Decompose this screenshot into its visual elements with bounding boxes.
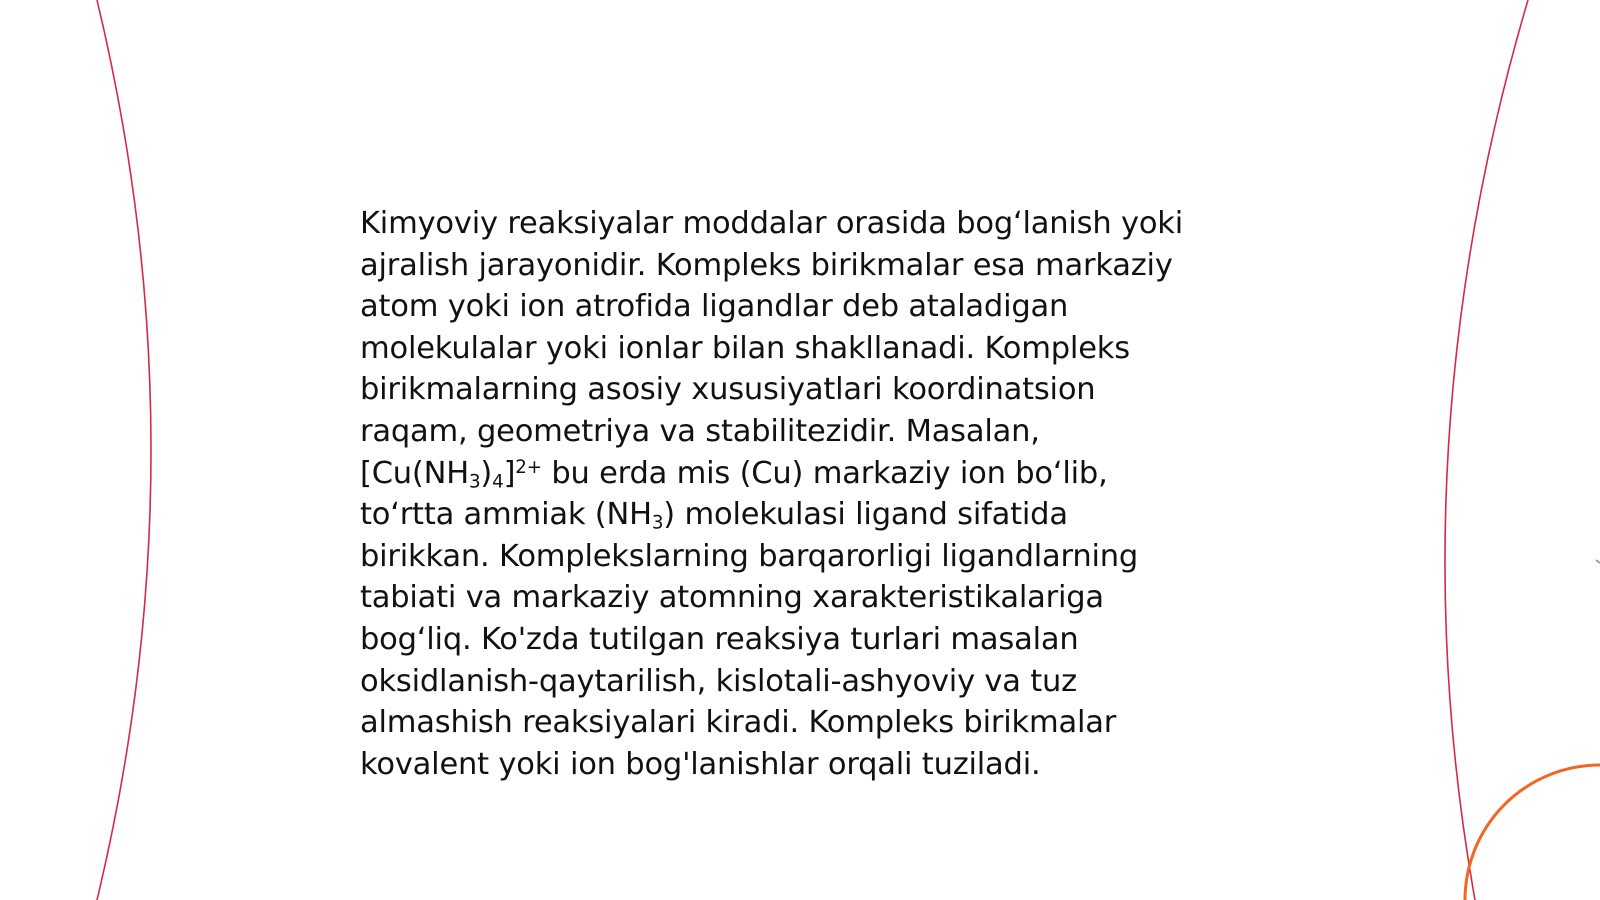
subscript-3: 3 [651, 512, 664, 534]
text-line: tabiati va markaziy atomning xarakteristikalariga [360, 580, 1104, 616]
ammonia-after: ) molekulasi ligand sifatida [663, 497, 1068, 533]
text-line-ammonia [360, 494, 1260, 536]
corner-arc-decoration [1465, 765, 1600, 900]
text-line: birikmalarning asosiy xususiyatlari koordinatsion [360, 372, 1096, 408]
ammonia-before: to‘rtta ammiak (NH [360, 497, 652, 533]
formula-bracket: ] [503, 455, 516, 491]
formula-paren: ) [480, 455, 493, 491]
charge-superscript: 2+ [515, 456, 542, 478]
left-curve-decoration [97, 0, 151, 900]
formula-rest: bu erda mis (Cu) markaziy ion bo‘lib, [541, 455, 1108, 491]
text-line: kovalent yoki ion bog'lanishlar orqali tuziladi. [360, 746, 1041, 782]
text-line: bog‘liq. Ko'zda tutilgan reaksiya turlari masalan [360, 621, 1079, 657]
text-line: ajralish jarayonidir. Kompleks birikmalar esa markaziy [360, 247, 1173, 283]
edge-tick-decoration [1596, 560, 1600, 563]
right-curve-decoration [1445, 0, 1528, 900]
text-line: molekulalar yoki ionlar bilan shakllanadi. Kompleks [360, 330, 1130, 366]
text-line-formula [360, 453, 1260, 495]
formula-open: [Cu(NH [360, 455, 469, 491]
text-line: atom yoki ion atrofida ligandlar deb ataladigan [360, 289, 1069, 325]
text-line: almashish reaksiyalari kiradi. Kompleks birikmalar [360, 705, 1117, 741]
text-line: Kimyoviy reaksiyalar moddalar orasida bog‘lanish yoki [360, 206, 1184, 241]
text-line: raqam, geometriya va stabilitezidir. Masalan, [360, 413, 1040, 449]
subscript-4: 4 [492, 471, 504, 493]
subscript-3: 3 [468, 471, 481, 493]
text-line: oksidlanish-qaytarilish, kislotali-ashyoviy va tuz [360, 663, 1077, 699]
text-line: birikkan. Komplekslarning barqarorligi ligandlarning [360, 538, 1139, 574]
body-paragraph [360, 203, 1260, 785]
